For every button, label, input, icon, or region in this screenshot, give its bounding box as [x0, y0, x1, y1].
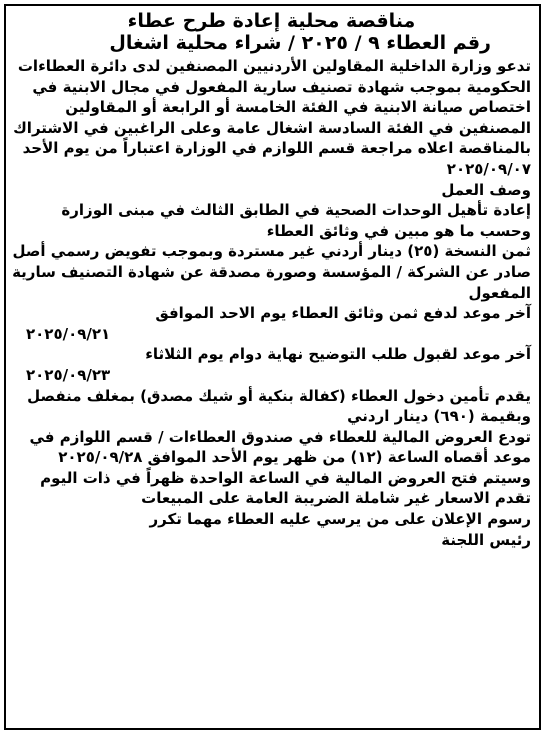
- bid-bond-paragraph: يقدم تأمين دخول العطاء (كفالة بنكية أو شيك مصدق) بمغلف منفصل وبقيمة (٦٩٠) دينار اردني: [27, 386, 531, 426]
- copy-price-paragraph: ثمن النسخة (٢٥) دينار أردني غير مستردة وبموجب تفويض رسمي أصل صادر عن الشركة / المؤسسة وصورة مصدقة عن شهادة التصنيف سارية المفعول: [12, 242, 531, 302]
- committee-chair-signature: رئيس اللجنة: [441, 530, 531, 549]
- payment-deadline-text: آخر موعد لدفع ثمن وثائق العطاء يوم الاحد الموافق: [155, 304, 531, 323]
- work-description: إعادة تأهيل الوحدات الصحية في الطابق الثالث في مبنى الوزارة وحسب ما هو مبين في وثائق العطاء: [61, 201, 531, 240]
- work-description-heading: وصف العمل: [441, 180, 531, 199]
- tax-paragraph: تقدم الاسعار غير شاملة الضريبة العامة على المبيعات: [141, 489, 531, 508]
- notice-body: [12, 56, 531, 550]
- clarification-deadline-text: آخر موعد لقبول طلب التوضيح نهاية دوام يوم الثلاثاء: [145, 345, 531, 364]
- tender-number: رقم العطاء ٩ / ٢٠٢٥ / شراء محلية اشغال: [109, 32, 491, 54]
- submission-paragraph: تودع العروض المالية للعطاء في صندوق العطاءات / قسم اللوازم في موعد أقصاه الساعة (١٢) من ظهر يوم الأحد الموافق ٢٠٢٥/٠٩/٢٨ وسيتم فتح العروض المالية في الساعة الواحدة ظهراً في ذات اليوم: [29, 427, 531, 487]
- invitation-paragraph: تدعو وزارة الداخلية المقاولين الأردنيين المصنفين لدى دائرة العطاءات الحكومية بموجب شهادة تصنيف سارية المفعول في مجال الابنية في اختصاص صيانة الابنية في الفئة الخامسة أو الرابعة أو المقاولين المصنفين في الفئة السادسة اشغال عامة وعلى الراغبين في الاشتراك بالمناقصة اعلاه مراجعة قسم اللوازم في الوزارة اعتباراً من يوم الأحد ٢٠٢٥/٠٩/٠٧: [13, 57, 531, 178]
- notice-title: مناقصة محلية إعادة طرح عطاء: [127, 10, 416, 32]
- clarification-deadline-paragraph: [12, 344, 531, 385]
- payment-deadline-paragraph: [12, 303, 531, 344]
- clarification-deadline-date: ٢٠٢٥/٠٩/٢٣: [26, 365, 111, 384]
- payment-deadline-date: ٢٠٢٥/٠٩/٢١: [26, 324, 111, 343]
- advertising-fees-paragraph: رسوم الإعلان على من يرسي عليه العطاء مهما تكرر: [149, 510, 531, 529]
- tender-notice-frame: [4, 4, 541, 730]
